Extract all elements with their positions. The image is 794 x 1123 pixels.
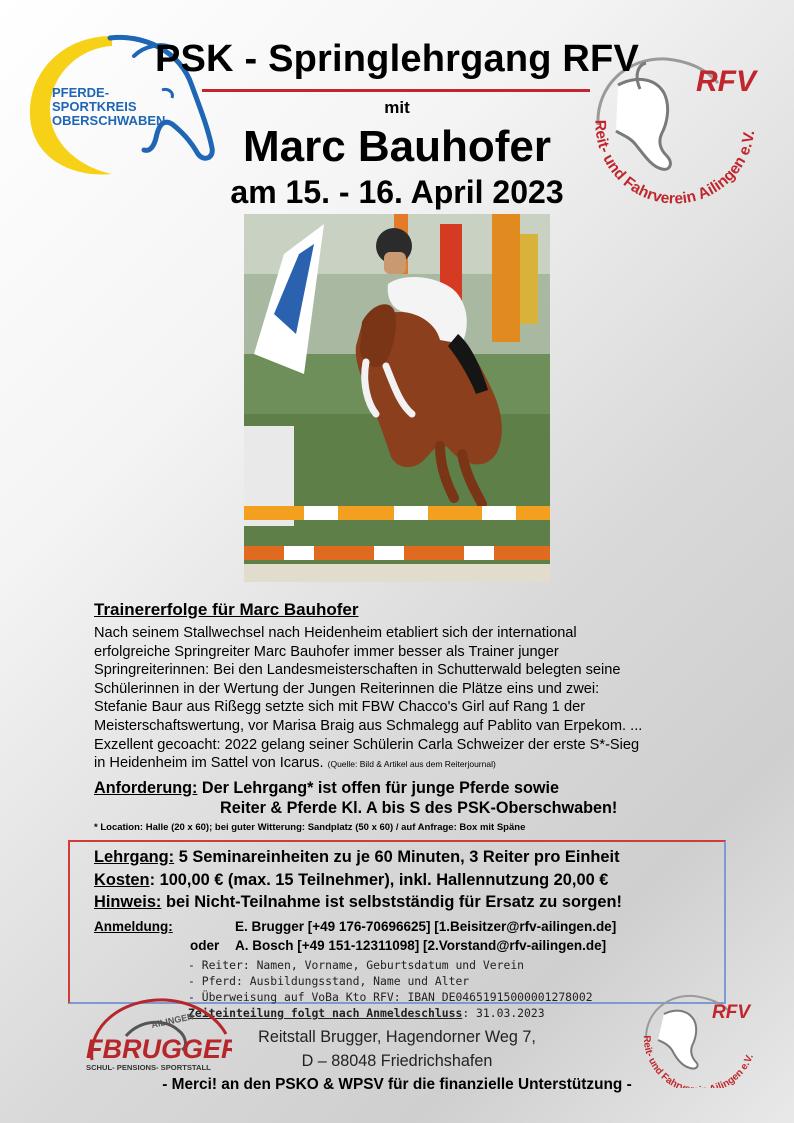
section-paragraph	[94, 624, 714, 774]
sponsor-thanks: - Merci! an den PSKO & WPSV für die finanzielle Unterstützung -	[162, 1076, 632, 1093]
rfv-arc-text: Reit- und Fahrverein Ailingen e.V.	[591, 119, 759, 208]
list-item: - Pferd: Ausbildungsstand, Name und Alter	[188, 974, 470, 988]
requirement-line: Anforderung: Der Lehrgang* ist offen für junge Pferde sowie	[94, 779, 559, 797]
requirement-label: Anforderung:	[94, 779, 198, 797]
paragraph-line: Springreiterinnen: Bei den Landesmeisterschaften in Schutterwald belegten seine	[94, 662, 621, 679]
address-line-1: Reitstall Brugger, Hagendorner Weg 7,	[258, 1028, 536, 1046]
paragraph-line: Nach seinem Stallwechsel nach Heidenheim etabliert sich der international	[94, 625, 577, 641]
deadline-line: Zeiteinteilung folgt nach Anmeldeschluss: 31.03.2023	[188, 1006, 545, 1020]
contact-2: A. Bosch [+49 151-12311098] [2.Vorstand@rfv-ailingen.de]	[235, 938, 607, 953]
lehrgang-line: Lehrgang: 5 Seminareinheiten zu je 60 Minuten, 3 Reiter pro Einheit	[94, 848, 620, 866]
title-underline	[202, 89, 590, 92]
requirement-line-2: Reiter & Pferde Kl. A bis S des PSK-Oberschwaben!	[220, 799, 618, 817]
contact-1: E. Brugger [+49 176-70696625] [1.Beisitzer@rfv-ailingen.de]	[235, 919, 617, 934]
show-jumping-photo	[244, 214, 550, 582]
paragraph-line: erfolgreiche Springreiter Marc Bauhofer immer besser als Trainer junger	[94, 643, 559, 660]
paragraph-line: Stefanie Baur aus Rißegg setzte sich mit FBW Chacco's Girl auf Rang 1 der	[94, 699, 586, 716]
list-item: - Reiter: Namen, Vorname, Geburtsdatum und Verein	[188, 958, 525, 972]
location-note: * Location: Halle (20 x 60); bei guter Witterung: Sandplatz (50 x 60) / auf Anfrage: Box mit Späne	[94, 822, 526, 833]
kosten-line: Kosten: 100,00 € (max. 15 Teilnehmer), inkl. Hallennutzung 20,00 €	[94, 871, 609, 889]
address-line-2: D – 88048 Friedrichshafen	[301, 1052, 493, 1070]
brugger-top-text: AILINGEN	[150, 1011, 195, 1030]
oder-label: oder	[190, 938, 220, 953]
rfv-arc-text-small: Reit- und Fahrv ilingen e.V.	[640, 1035, 756, 1088]
page-title: PSK - Springlehrgang RFV	[154, 38, 640, 80]
paragraph-line: Schülerinnen in der Wertung der Jungen Reiterinnen die Plätze eins und zwei:	[94, 680, 600, 697]
rfv-mark-small: RFV	[712, 1002, 750, 1023]
mit-label: mit	[384, 98, 410, 117]
brugger-sub-text: SCHUL- PENSIONS- SPORTSTALL	[86, 1063, 211, 1072]
list-item: - Überweisung auf VoBa Kto RFV: IBAN DE04651915000001278002	[188, 990, 593, 1004]
brugger-name-text: FBRUGGER	[86, 1034, 232, 1064]
hinweis-line: Hinweis: bei Nicht-Teilnahme ist selbstständig für Ersatz zu sorgen!	[94, 893, 622, 911]
event-date: am 15. - 16. April 2023	[230, 174, 564, 210]
paragraph-line: Exzellent gecoacht: 2022 gelang seiner Schülerin Carla Schweizer der erste S*-Sieg	[94, 736, 640, 753]
rfv-mark: RFV	[696, 65, 756, 98]
paragraph-line: Meisterschaftswertung, vor Marisa Braig aus Schmalegg auf Pablito van Erpekom. ...	[94, 717, 643, 734]
section-title: Trainererfolge für Marc Bauhofer	[94, 600, 359, 619]
trainer-name: Marc Bauhofer	[242, 122, 552, 171]
paragraph-line: in Heidenheim im Sattel von Icarus. (Quelle: Bild & Artikel aus dem Reiterjournal)	[94, 755, 496, 772]
photo-credit: (Quelle: Bild & Artikel aus dem Reiterjournal)	[327, 759, 496, 770]
anmeldung-label: Anmeldung:	[94, 919, 173, 934]
psk-logo-text: PFERDE- SPORTKREIS OBERSCHWABEN	[52, 85, 166, 128]
